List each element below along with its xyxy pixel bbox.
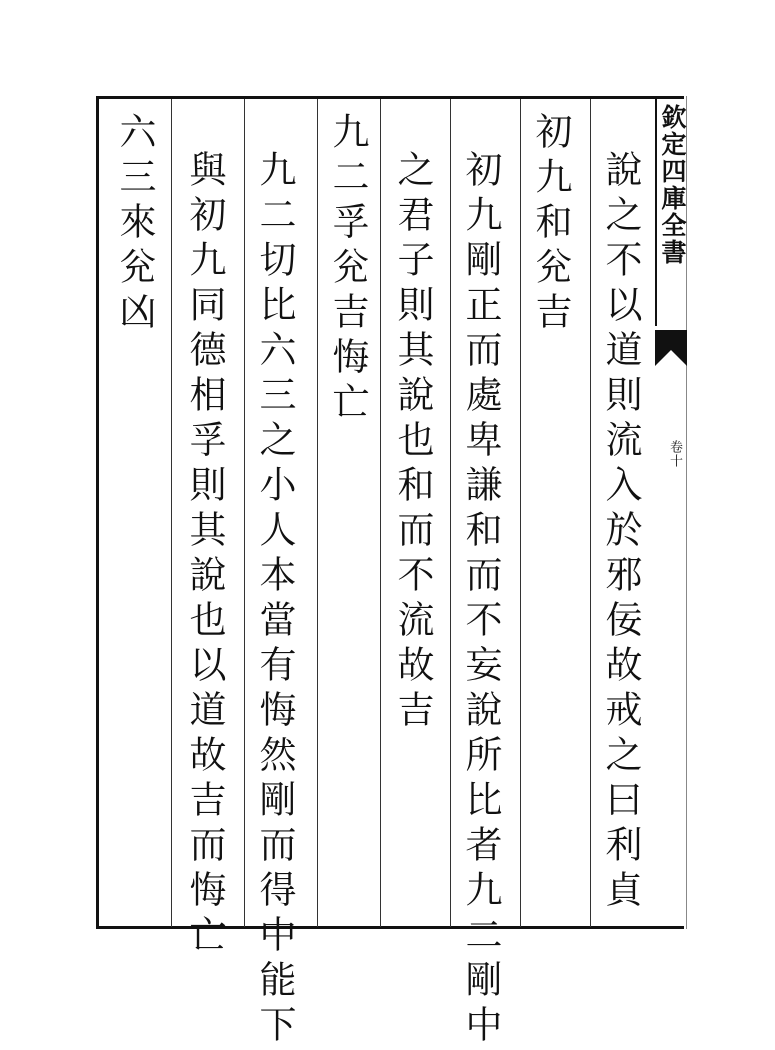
fishtail-mark-icon [655, 330, 687, 366]
text-column-6: 九二切比六三之小人本當有悔然剛而得中能下 [253, 150, 296, 1050]
text-column-8: 六三來兊凶 [113, 112, 156, 337]
juan-label: 卷十 [667, 440, 682, 468]
column-rule [171, 99, 172, 927]
text-column-2: 初九和兊吉 [529, 112, 572, 337]
text-column-7: 與初九同德相孚則其說也以道故吉而悔亡 [183, 150, 226, 960]
margin-rule [655, 96, 657, 326]
column-rule [590, 99, 591, 927]
text-column-3: 初九剛正而處卑謙和而不妄說所比者九二剛中 [459, 150, 502, 1050]
text-column-5: 九二孚兊吉悔亡 [326, 112, 369, 427]
column-rule [450, 99, 451, 927]
column-rule [520, 99, 521, 927]
column-rule [317, 99, 318, 927]
text-column-4: 之君子則其說也和而不流故吉 [391, 150, 434, 735]
column-rule [380, 99, 381, 927]
column-rule [244, 99, 245, 927]
text-column-1: 說之不以道則流入於邪佞故戒之曰利貞 [599, 150, 642, 915]
book-title: 欽定四庫全書 [658, 104, 687, 266]
